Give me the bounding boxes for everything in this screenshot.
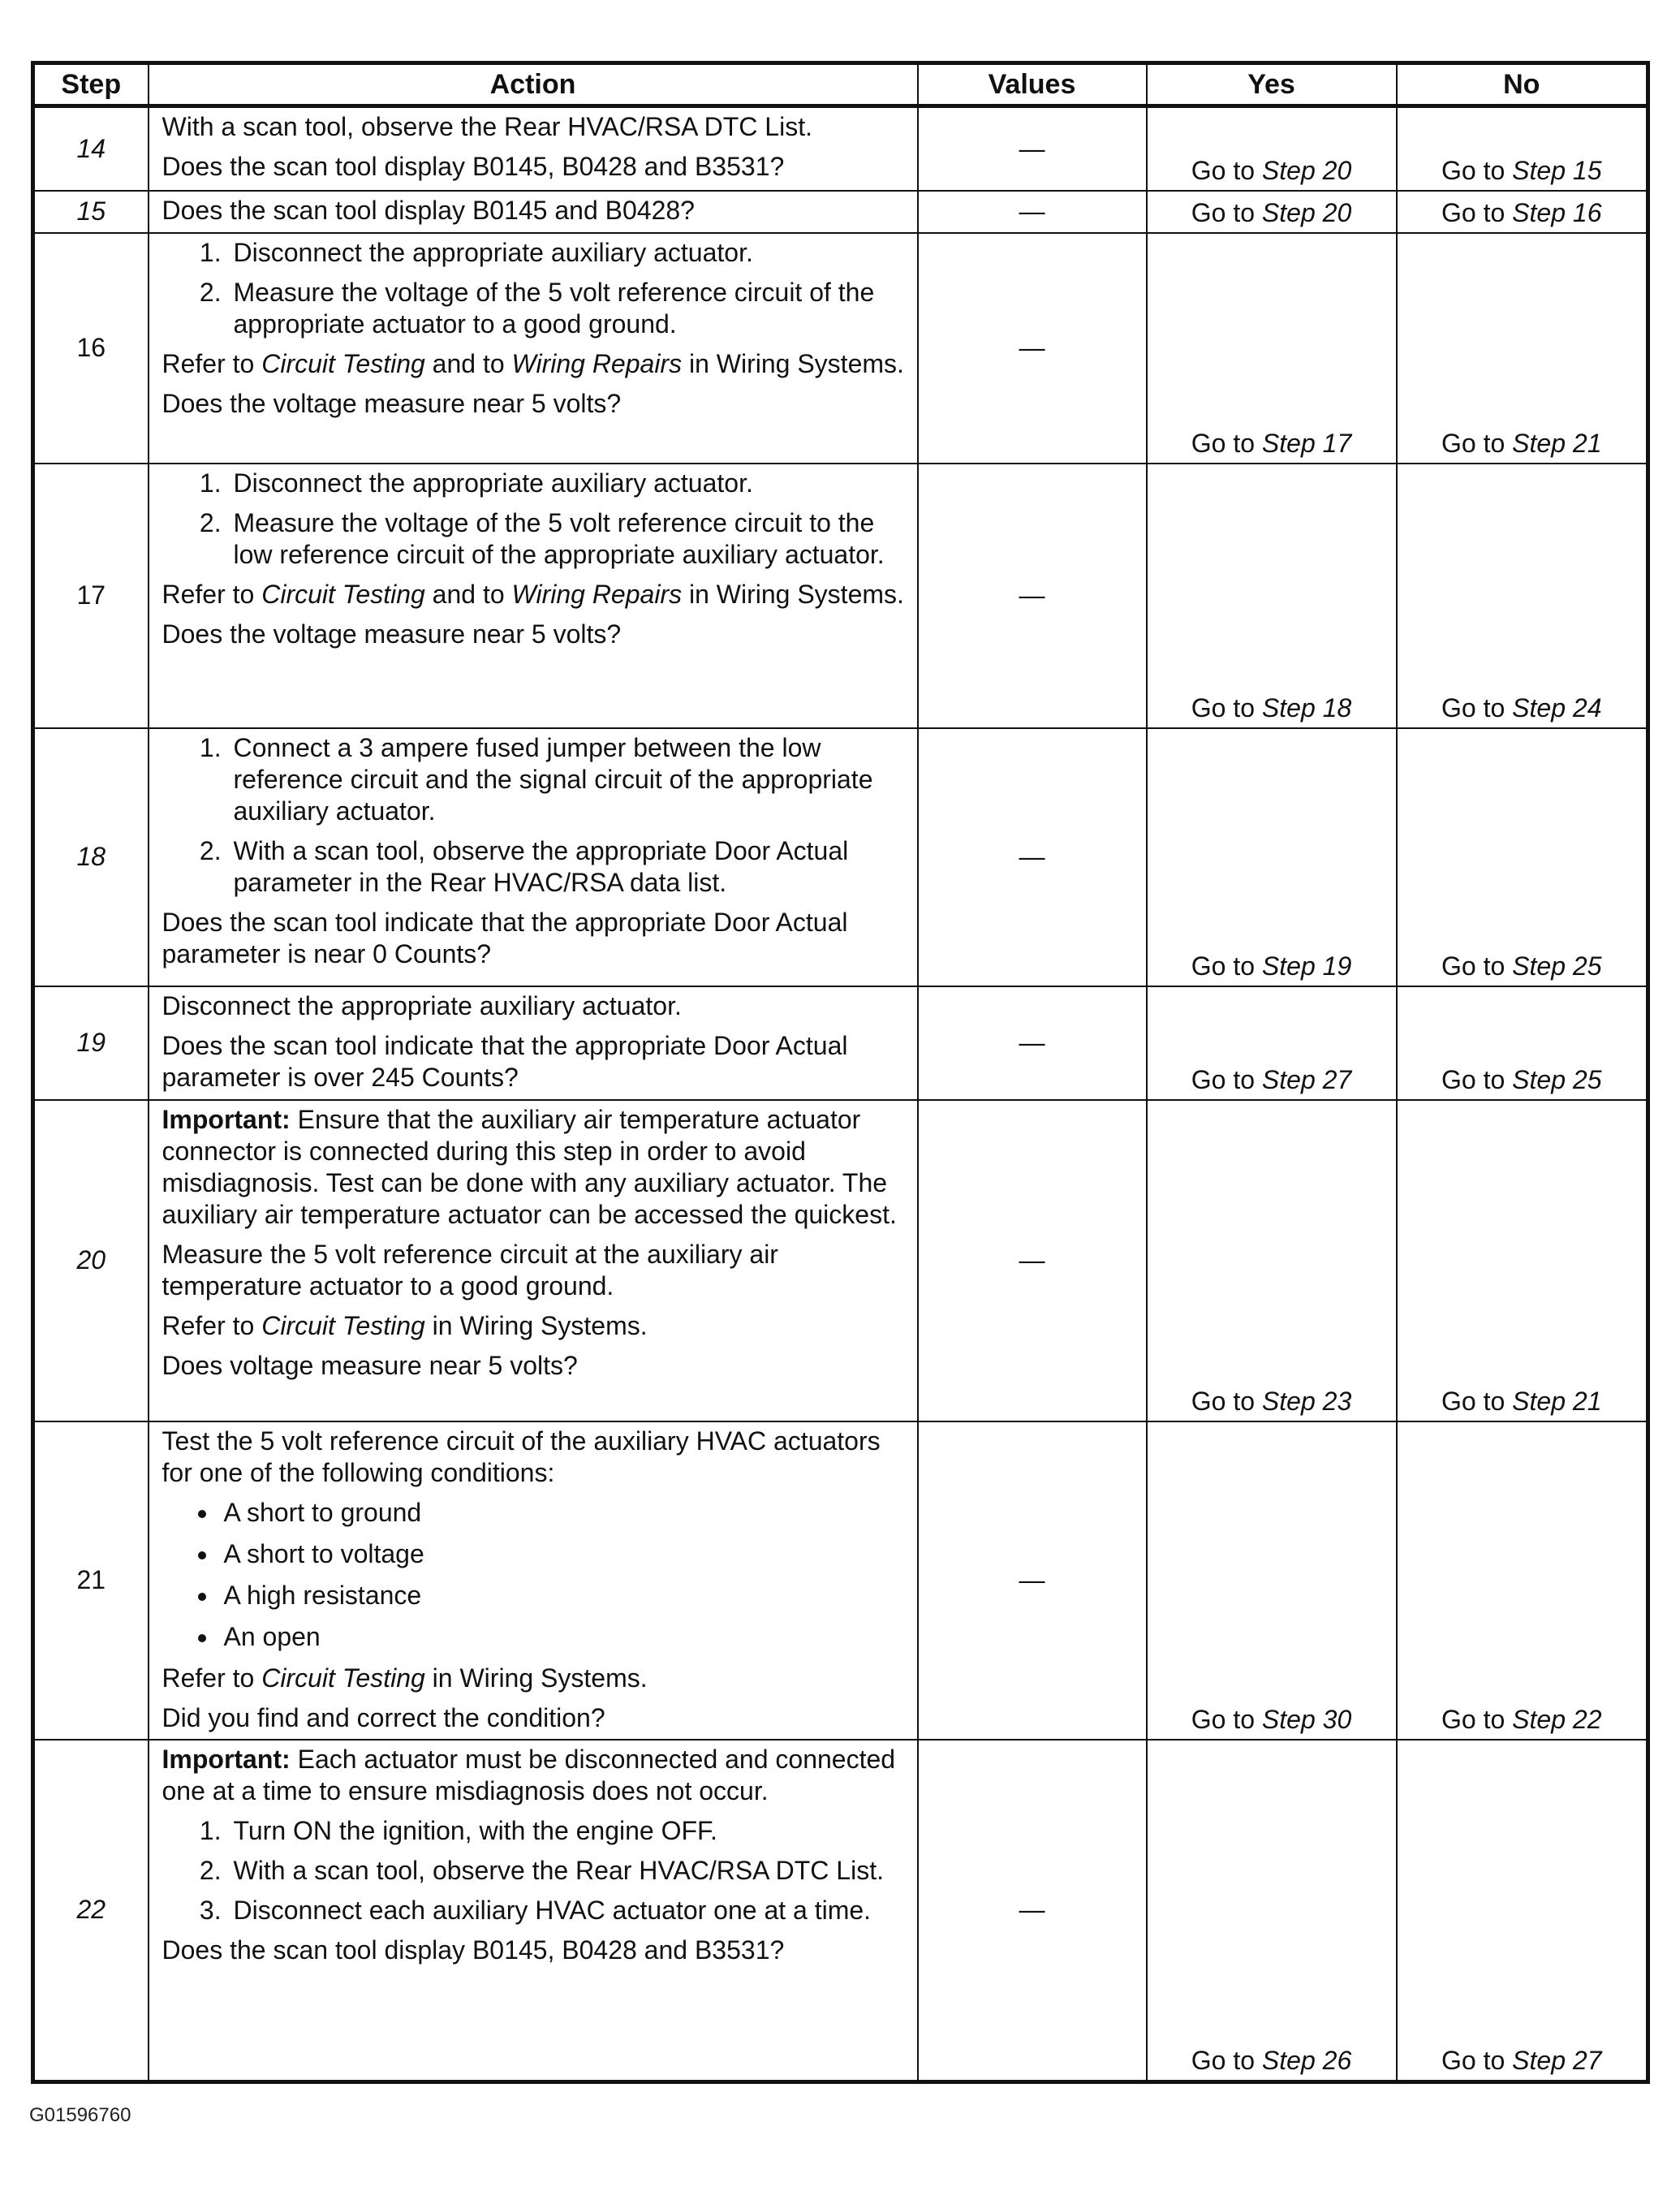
action-cell [149,191,918,233]
yes-result: Go to Step 23 [1191,1386,1352,1416]
action-cell [149,728,918,986]
no-result: Go to Step 22 [1441,1704,1602,1734]
header-yes: Yes [1147,63,1397,106]
step-number: 15 [33,191,149,233]
table-row-step-17 [33,464,1648,728]
no-result: Go to Step 21 [1441,1386,1602,1416]
table-row-step-15 [33,191,1648,233]
action-text: Measure the 5 volt reference circuit at the auxiliary air temperature actuator to a good ground. [162,1239,778,1301]
step-number: 14 [33,106,149,191]
step-number: 20 [33,1100,149,1421]
table-row-step-20 [33,1100,1648,1421]
no-cell [1397,1421,1648,1740]
yes-result: Go to Step 18 [1191,692,1352,723]
table-row-step-21 [33,1421,1648,1740]
no-cell [1397,233,1648,464]
table-row-step-18 [33,728,1648,986]
step-number: 19 [33,986,149,1100]
list-item: • A short to voltage [219,1538,906,1570]
yes-result: Go to Step 20 [1191,197,1352,227]
refer-text: Refer to Circuit Testing and to Wiring Repairs in Wiring Systems. [162,579,904,609]
yes-cell [1147,728,1397,986]
no-result: Go to Step 25 [1441,1064,1602,1094]
action-text: Test the 5 volt reference circuit of the auxiliary HVAC actuators for one of the following conditions: [162,1426,881,1487]
list-item: 2. Measure the voltage of the 5 volt reference circuit to the low reference circuit of the appropriate auxiliary actuator. [229,507,906,571]
refer-text: Refer to Circuit Testing in Wiring Systems. [162,1310,648,1340]
yes-cell [1147,233,1397,464]
values-cell: — [918,191,1147,233]
action-cell [149,464,918,728]
table-row-step-14 [33,106,1648,191]
action-question: Does the voltage measure near 5 volts? [162,619,622,649]
no-cell [1397,1100,1648,1421]
list-item: • A high resistance [219,1580,906,1611]
yes-result: Go to Step 26 [1191,2046,1352,2075]
values-cell: — [918,1100,1147,1421]
yes-cell [1147,1100,1397,1421]
no-result: Go to Step 16 [1441,197,1602,227]
action-question: Does the voltage measure near 5 volts? [162,388,622,418]
header-step: Step [33,63,149,106]
yes-cell [1147,1421,1397,1740]
header-row [33,63,1648,106]
action-cell [149,233,918,464]
header-action: Action [149,63,918,106]
yes-result: Go to Step 20 [1191,155,1352,185]
values-cell: — [918,233,1147,464]
list-item: 3. Disconnect each auxiliary HVAC actuator one at a time. [229,1895,906,1926]
action-question: Did you find and correct the condition? [162,1702,605,1732]
list-item: 2. With a scan tool, observe the appropriate Door Actual parameter in the Rear HVAC/RSA data list. [229,835,906,899]
refer-text: Refer to Circuit Testing and to Wiring Repairs in Wiring Systems. [162,348,904,378]
table-row-step-19 [33,986,1648,1100]
yes-cell [1147,106,1397,191]
action-question: Does the scan tool indicate that the appropriate Door Actual parameter is over 245 Counts? [162,1030,848,1092]
yes-result: Go to Step 30 [1191,1704,1352,1734]
list-item: 1. Turn ON the ignition, with the engine OFF. [229,1815,906,1847]
yes-result: Go to Step 19 [1191,951,1352,981]
step-number: 16 [33,233,149,464]
conditions-list [162,1497,906,1653]
refer-text: Refer to Circuit Testing in Wiring Systems. [162,1663,648,1693]
action-question: Does voltage measure near 5 volts? [162,1350,578,1380]
yes-cell [1147,986,1397,1100]
list-item: • An open [219,1621,906,1653]
values-cell: — [918,1740,1147,2082]
header-no: No [1397,63,1648,106]
action-cell [149,986,918,1100]
action-cell [149,1740,918,2082]
important-label: Important: [162,1744,291,1774]
action-steps-list [162,1815,906,1926]
yes-result: Go to Step 17 [1191,428,1352,458]
important-label: Important: [162,1104,291,1134]
important-note: Important: Each actuator must be disconnected and connected one at a time to ensure misdiagnosis does not occur. [162,1744,896,1805]
action-question: Does the scan tool display B0145, B0428 and B3531? [162,1935,785,1965]
action-question: Does the scan tool display B0145, B0428 and B3531? [162,152,785,181]
list-item: 2. Measure the voltage of the 5 volt reference circuit of the appropriate actuator to a good ground. [229,277,906,340]
values-cell: — [918,464,1147,728]
table-row-step-16 [33,233,1648,464]
no-cell [1397,986,1648,1100]
step-number: 17 [33,464,149,728]
values-cell: — [918,728,1147,986]
diagnostic-table [31,61,1650,2084]
no-cell [1397,1740,1648,2082]
document-id: G01596760 [29,2104,131,2126]
header-values: Values [918,63,1147,106]
action-cell [149,1100,918,1421]
action-text: Disconnect the appropriate auxiliary actuator. [162,990,682,1020]
step-number: 18 [33,728,149,986]
values-cell: — [918,986,1147,1100]
step-number: 21 [33,1421,149,1740]
list-item: 1. Disconnect the appropriate auxiliary actuator. [229,237,906,269]
list-item: 1. Disconnect the appropriate auxiliary actuator. [229,468,906,499]
table-row-step-22 [33,1740,1648,2082]
action-cell [149,1421,918,1740]
action-question: Does the scan tool display B0145 and B0428? [162,195,695,225]
values-cell: — [918,106,1147,191]
action-text: With a scan tool, observe the Rear HVAC/RSA DTC List. [162,112,812,141]
no-result: Go to Step 24 [1441,692,1602,723]
no-cell [1397,728,1648,986]
no-cell [1397,464,1648,728]
no-result: Go to Step 21 [1441,428,1602,458]
no-result: Go to Step 15 [1441,155,1602,185]
yes-result: Go to Step 27 [1191,1064,1352,1094]
yes-cell [1147,191,1397,233]
action-steps-list [162,237,906,340]
yes-cell [1147,1740,1397,2082]
list-item: • A short to ground [219,1497,906,1529]
action-steps-list [162,732,906,899]
important-note: Important: Ensure that the auxiliary air temperature actuator connector is connected during this step in order to avoid misdiagnosis. Test can be done with any auxiliary actuator. The auxiliary air temperature actuator can be accessed the quickest. [162,1104,897,1229]
no-cell [1397,106,1648,191]
action-steps-list [162,468,906,571]
yes-cell [1147,464,1397,728]
list-item: 1. Connect a 3 ampere fused jumper between the low reference circuit and the signal circuit of the appropriate auxiliary actuator. [229,732,906,827]
no-result: Go to Step 25 [1441,951,1602,981]
action-question: Does the scan tool indicate that the appropriate Door Actual parameter is near 0 Counts? [162,907,848,968]
no-cell [1397,191,1648,233]
action-cell [149,106,918,191]
list-item: 2. With a scan tool, observe the Rear HVAC/RSA DTC List. [229,1855,906,1887]
values-cell: — [918,1421,1147,1740]
no-result: Go to Step 27 [1441,2046,1602,2075]
step-number: 22 [33,1740,149,2082]
